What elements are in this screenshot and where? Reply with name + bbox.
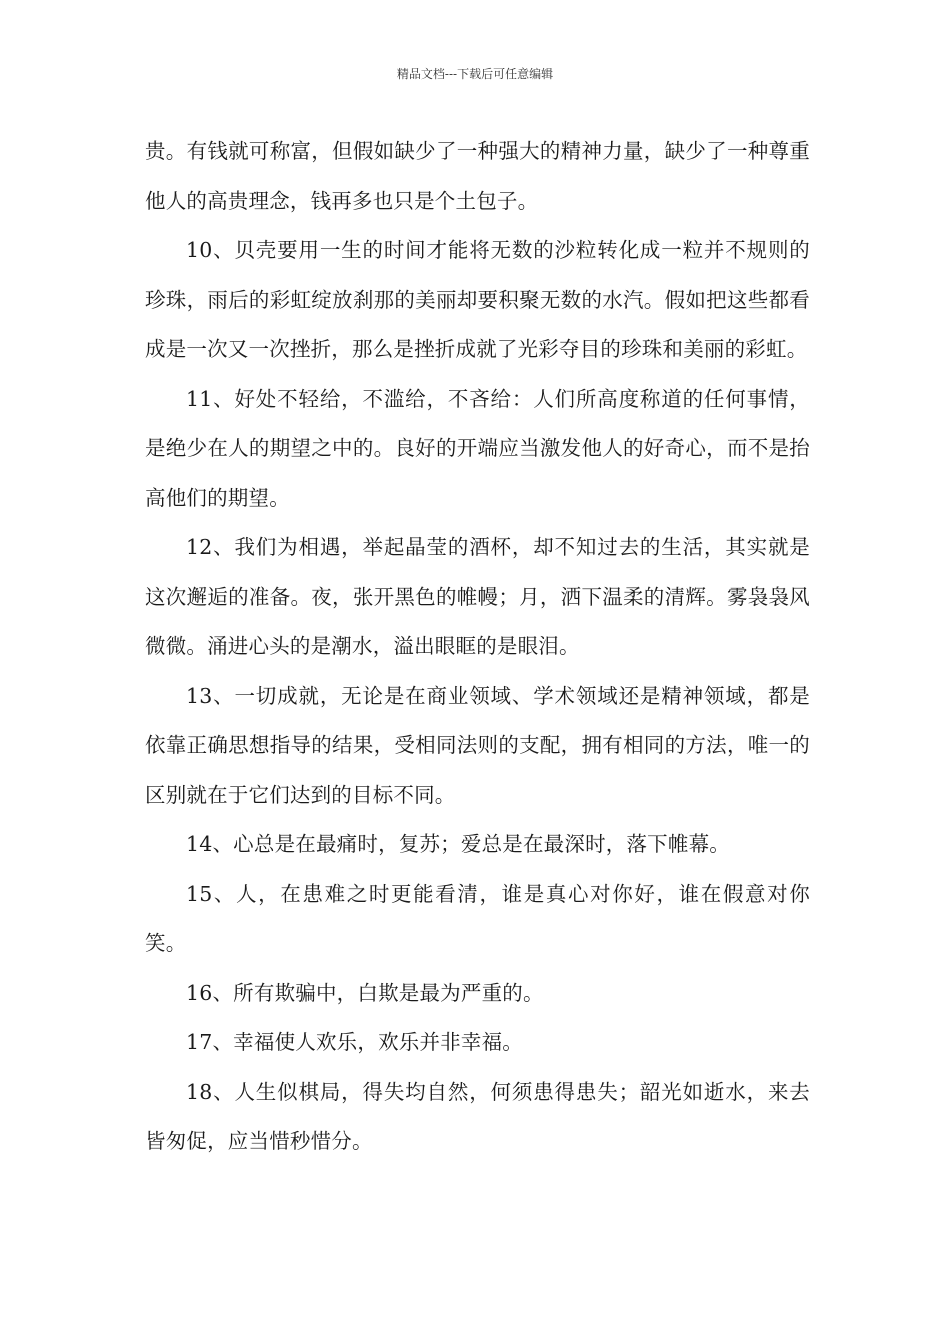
paragraph-item-10: 10、贝壳要用一生的时间才能将无数的沙粒转化成一粒并不规则的珍珠，雨后的彩虹绽放刹那的美丽却要积聚无数的水汽。假如把这些都看成是一次又一次挫折，那么是挫折成就了光彩夺目的珍珠和美丽的彩虹。 [145, 238, 810, 361]
paragraph-continuation: 贵。有钱就可称富，但假如缺少了一种强大的精神力量，缺少了一种尊重他人的高贵理念，钱再多也只是个土包子。 [145, 139, 810, 213]
paragraph-item-18: 18、人生似棋局，得失均自然，何须患得患失；韶光如逝水，来去皆匆促，应当惜秒惜分。 [145, 1079, 810, 1153]
paragraph-item-13: 13、一切成就，无论是在商业领域、学术领域还是精神领域，都是依靠正确思想指导的结果，受相同法则的支配，拥有相同的方法，唯一的区别就在于它们达到的目标不同。 [145, 683, 810, 807]
paragraph-item-14: 14、心总是在最痛时，复苏；爱总是在最深时，落下帷幕。 [186, 832, 730, 856]
page-header: 精品文档---下载后可任意编辑 [396, 67, 554, 81]
paragraph-item-11: 11、好处不轻给，不滥给，不吝给：人们所高度称道的任何事情，是绝少在人的期望之中的。良好的开端应当激发他人的好奇心，而不是抬高他们的期望。 [145, 386, 810, 510]
paragraph-item-15: 15、人，在患难之时更能看清，谁是真心对你好，谁在假意对你笑。 [145, 881, 810, 955]
paragraph-item-16: 16、所有欺骗中，白欺是最为严重的。 [186, 980, 544, 1005]
paragraph-item-12: 12、我们为相遇，举起晶莹的酒杯，却不知过去的生活，其实就是这次邂逅的准备。夜，张开黑色的帷幔；月，洒下温柔的清辉。雾袅袅风微微。涌进心头的是潮水，溢出眼眶的是眼泪。 [145, 535, 810, 658]
paragraph-item-17: 17、幸福使人欢乐，欢乐并非幸福。 [186, 1030, 523, 1054]
document-body [145, 127, 810, 1167]
